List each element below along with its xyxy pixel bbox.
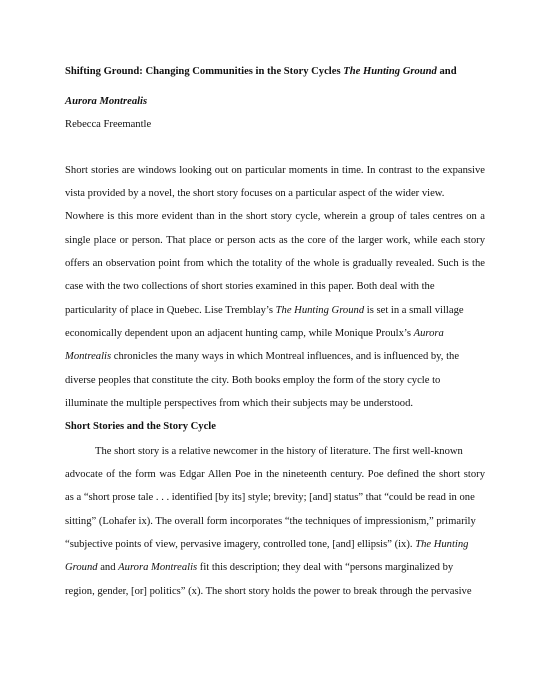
title-text: Shifting Ground: Changing Communities in the Story Cycles (65, 66, 344, 77)
book-title: Ground (65, 562, 98, 573)
intro-line-4: single place or person. That place or person acts as the core of the larger work, while each story (65, 235, 485, 246)
intro-line-9: Montrealis chronicles the many ways in which Montreal influences, and is influenced by, the (65, 351, 460, 362)
section-line-4: sitting” (Lohafer ix). The overall form incorporates “the techniques of impressionism,” primarily (65, 516, 476, 527)
author-name: Rebecca Freemantle (65, 119, 152, 130)
book-title: Aurora Montrealis (118, 562, 198, 573)
intro-line-3: Nowhere is this more evident than in the short story cycle, wherein a group of tales centres on a (65, 211, 485, 222)
title-book-1: The Hunting Ground (343, 66, 437, 77)
section-line-6: Ground and Aurora Montrealis fit this description; they deal with “persons marginalized by (65, 562, 454, 573)
section-heading: Short Stories and the Story Cycle (65, 421, 216, 432)
intro-line-5: offers an observation point from which the totality of the whole is gradually revealed. Such is the (65, 258, 485, 269)
section-line-1: The short story is a relative newcomer in the history of literature. The first well-known (95, 446, 463, 457)
paper-title-line-1 (65, 65, 485, 78)
section-line-3: as a “short prose tale . . . identified [by its] style; brevity; [and] status” that “could be read in one (65, 492, 475, 503)
intro-line-7: particularity of place in Quebec. Lise Tremblay’s The Hunting Ground is set in a small village (65, 305, 464, 316)
section-line-7: region, gender, [or] politics” (x). The short story holds the power to break through the pervasive (65, 586, 472, 597)
paper-title-line-2: Aurora Montrealis (65, 96, 148, 107)
intro-line-6: case with the two collections of short stories examined in this paper. Both deal with the (65, 281, 435, 292)
intro-line-8: economically dependent upon an adjacent hunting camp, while Monique Proulx’s Aurora (65, 328, 444, 339)
intro-line-2: vista provided by a novel, the short story focuses on a particular aspect of the wider view. (65, 188, 445, 199)
book-title: The Hunting (415, 539, 469, 550)
section-line-2: advocate of the form was Edgar Allen Poe in the nineteenth century. Poe defined the short story (65, 469, 485, 480)
book-title: Aurora (413, 328, 444, 339)
book-title: Montrealis (65, 351, 112, 362)
intro-line-10: diverse peoples that constitute the city. Both books employ the form of the story cycle to (65, 375, 441, 386)
section-line-5: “subjective points of view, pervasive imagery, controlled tone, [and] ellipsis” (ix). The Hunting (65, 539, 469, 550)
intro-line-1: Short stories are windows looking out on particular moments in time. In contrast to the expansive (65, 165, 485, 176)
title-text-and: and (436, 66, 457, 77)
intro-line-11: illuminate the multiple perspectives from which their subjects may be understood. (65, 398, 414, 409)
book-title: The Hunting Ground (275, 305, 365, 316)
